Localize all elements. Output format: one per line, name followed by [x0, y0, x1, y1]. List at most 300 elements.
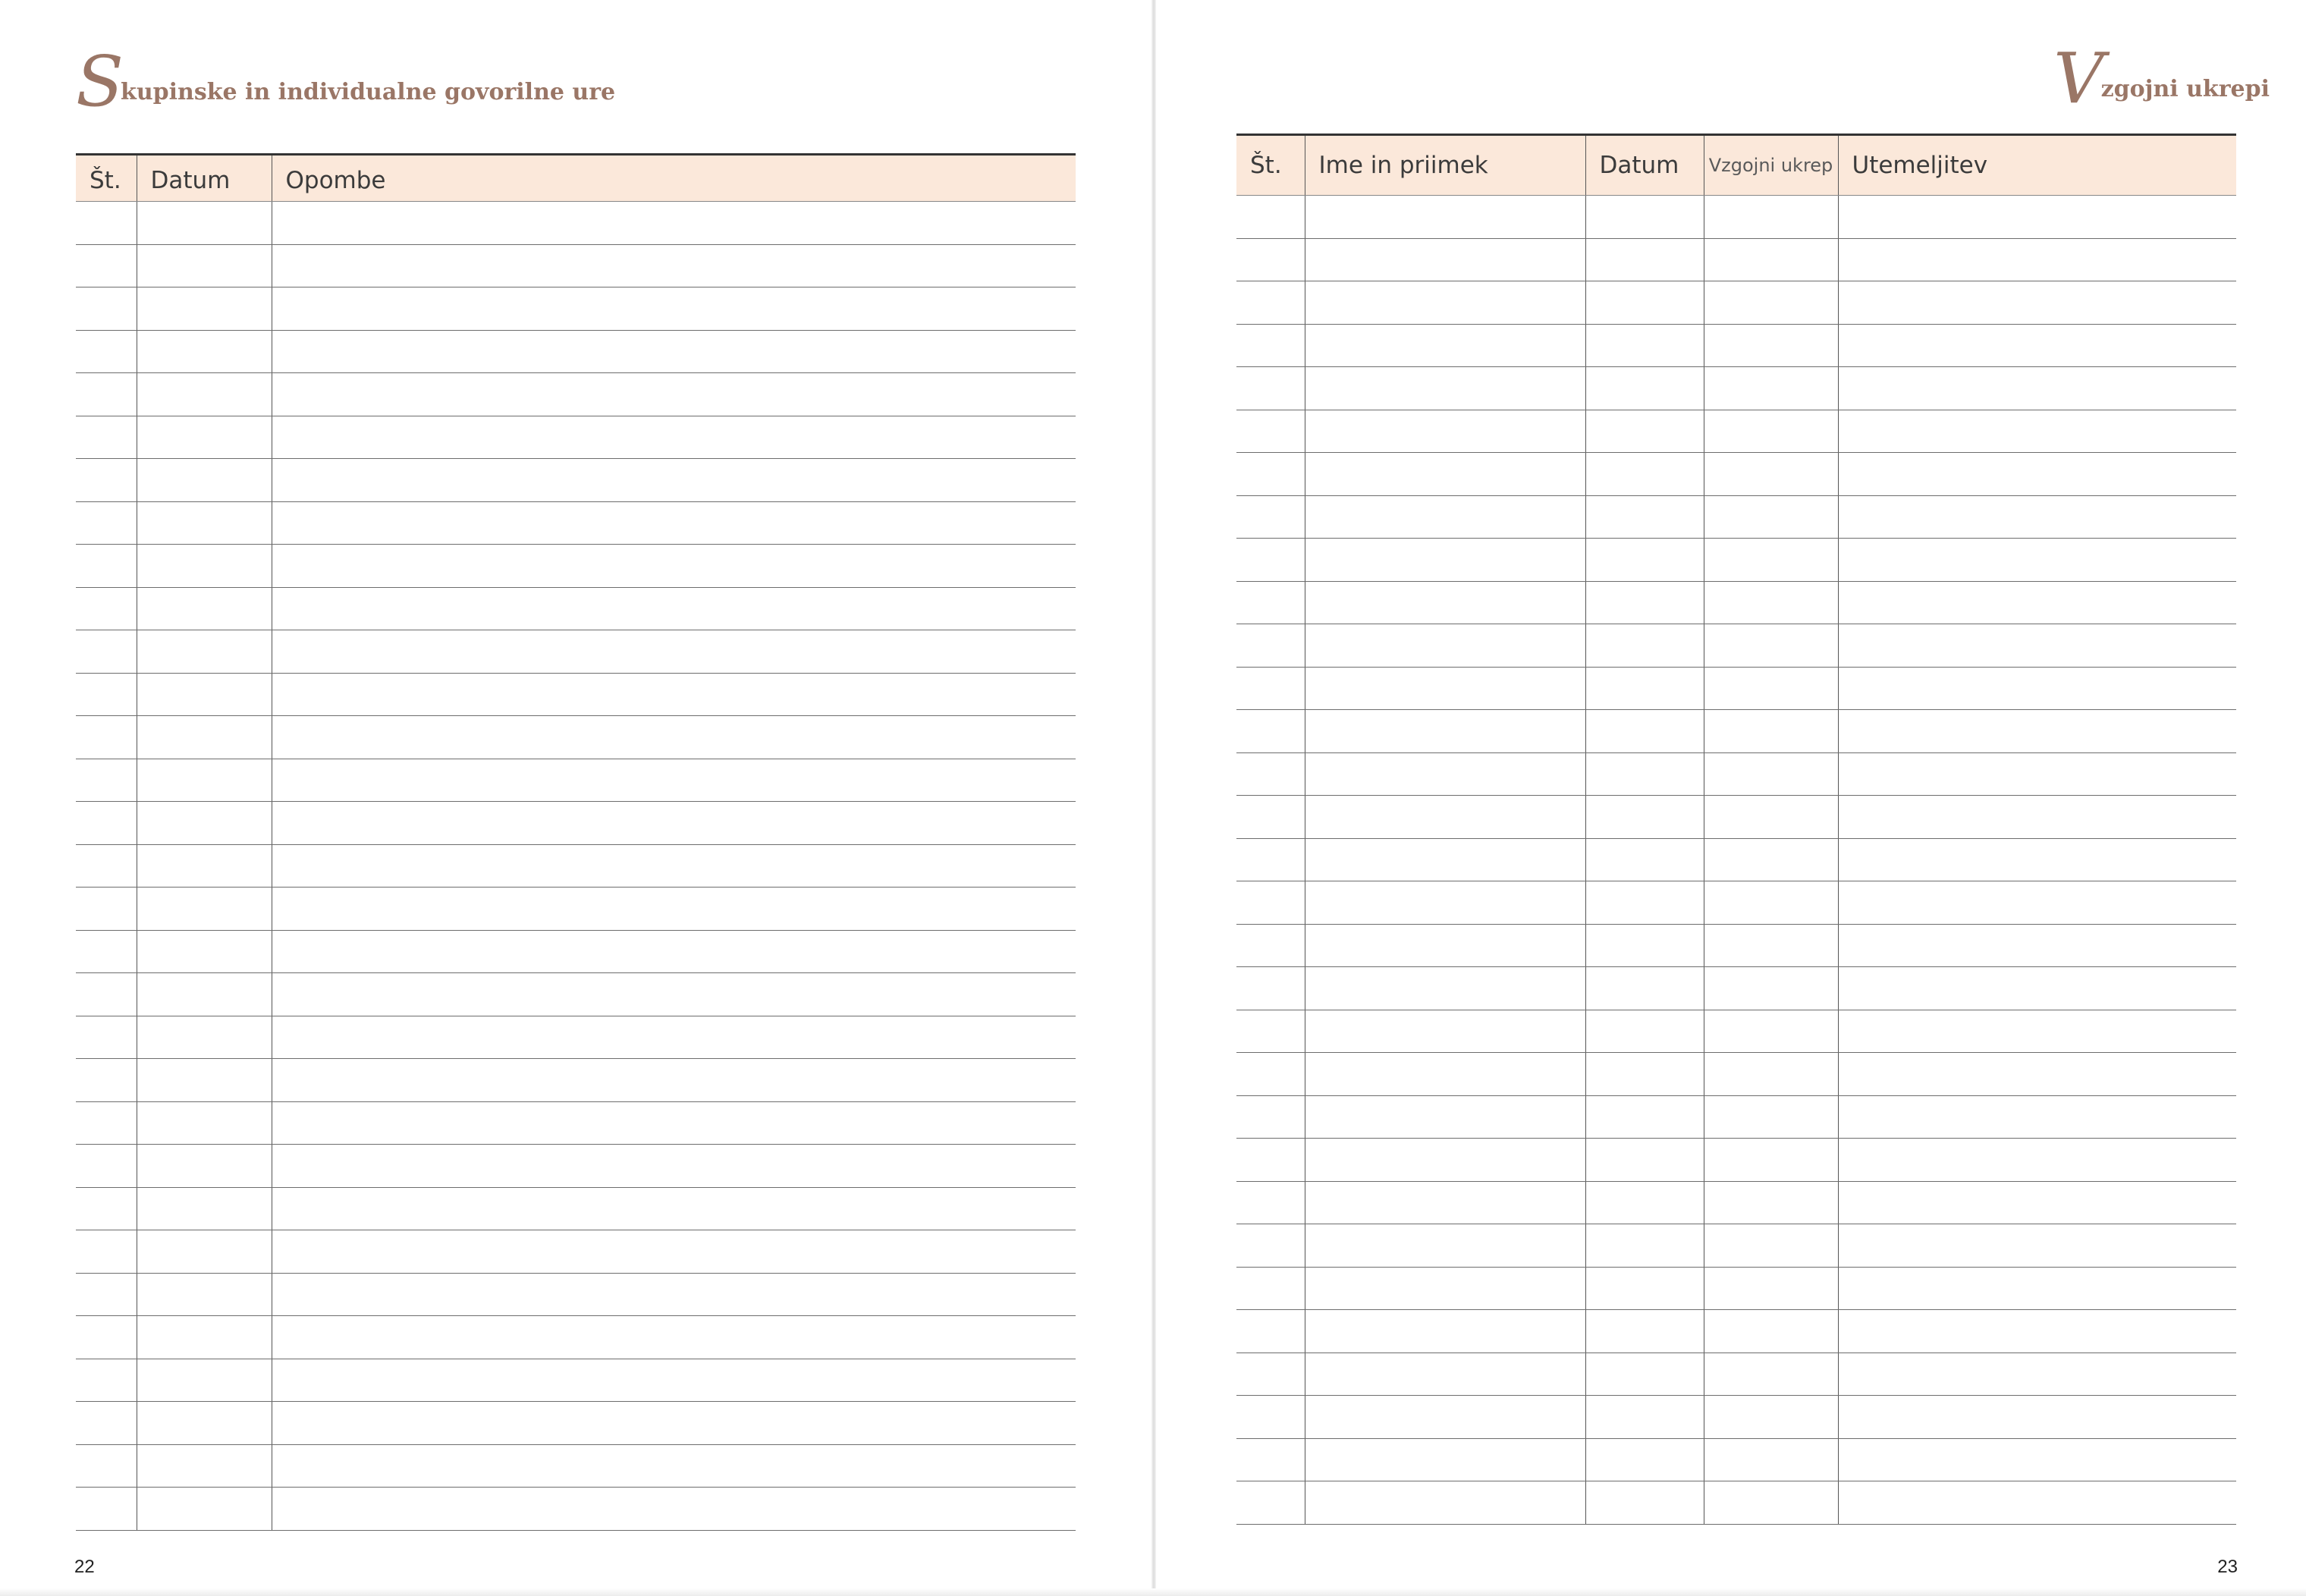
table-cell [1236, 1095, 1305, 1139]
table-cell [272, 630, 1076, 674]
table-cell [1585, 967, 1704, 1010]
table-cell [1236, 324, 1305, 367]
table-row [1236, 581, 2236, 624]
table-cell [137, 1016, 272, 1059]
table-cell [1704, 453, 1838, 496]
table-cell [1838, 539, 2236, 582]
table-row [76, 1059, 1076, 1102]
table-cell [137, 545, 272, 588]
column-header-date: Datum [137, 155, 272, 202]
table-cell [1704, 1481, 1838, 1525]
table-cell [1305, 1267, 1585, 1310]
table-cell [1704, 796, 1838, 839]
table-row [76, 1488, 1076, 1531]
table-row [76, 930, 1076, 973]
table-cell [137, 1402, 272, 1445]
table-cell [1704, 881, 1838, 925]
table-cell [76, 716, 137, 759]
table-cell [1838, 367, 2236, 410]
table-cell [272, 888, 1076, 931]
table-cell [1305, 1438, 1585, 1481]
right-title-initial: V [2053, 38, 2104, 119]
table-cell [1838, 324, 2236, 367]
table-cell [76, 802, 137, 845]
table-row [1236, 196, 2236, 239]
table-cell [1305, 410, 1585, 453]
table-cell [272, 459, 1076, 502]
table-cell [1305, 196, 1585, 239]
table-cell [1704, 752, 1838, 796]
table-cell [1305, 624, 1585, 668]
table-cell [1585, 1353, 1704, 1396]
table-cell [76, 1359, 137, 1402]
table-cell [137, 416, 272, 459]
table-cell [1585, 1267, 1704, 1310]
table-row [1236, 1353, 2236, 1396]
table-row [76, 501, 1076, 545]
table-cell [272, 501, 1076, 545]
table-header-row [1236, 135, 2236, 196]
right-page-title [2053, 38, 2270, 119]
table-cell [1305, 881, 1585, 925]
table-cell [272, 545, 1076, 588]
table-cell [1305, 453, 1585, 496]
table-row [1236, 1095, 2236, 1139]
table-cell [76, 759, 137, 802]
table-row [1236, 710, 2236, 753]
table-row [1236, 453, 2236, 496]
table-cell [1838, 1010, 2236, 1053]
table-cell [1585, 196, 1704, 239]
table-row [76, 1402, 1076, 1445]
table-cell [1305, 367, 1585, 410]
column-header-measure: Vzgojni ukrep [1704, 135, 1838, 196]
table-cell [272, 1488, 1076, 1531]
table-cell [76, 1316, 137, 1359]
table-cell [1704, 838, 1838, 881]
speaking-hours-table [76, 153, 1076, 1531]
table-cell [1236, 796, 1305, 839]
table-row [76, 244, 1076, 287]
table-cell [76, 501, 137, 545]
table-cell [76, 244, 137, 287]
table-cell [1838, 1396, 2236, 1439]
table-cell [1704, 495, 1838, 539]
table-cell [1838, 495, 2236, 539]
table-cell [1305, 752, 1585, 796]
table-row [76, 287, 1076, 331]
right-title-text: zgojni ukrepi [2100, 76, 2270, 102]
table-cell [137, 244, 272, 287]
table-cell [1305, 667, 1585, 710]
table-cell [1838, 196, 2236, 239]
table-cell [1585, 495, 1704, 539]
table-row [1236, 238, 2236, 281]
table-row [1236, 667, 2236, 710]
table-cell [1305, 838, 1585, 881]
table-row [1236, 1481, 2236, 1525]
table-cell [272, 1359, 1076, 1402]
table-cell [137, 673, 272, 716]
table-row [1236, 752, 2236, 796]
table-row [76, 973, 1076, 1016]
table-cell [137, 501, 272, 545]
table-cell [1305, 1053, 1585, 1096]
column-header-notes: Opombe [272, 155, 1076, 202]
table-cell [1585, 624, 1704, 668]
column-header-number: Št. [76, 155, 137, 202]
table-row [1236, 1267, 2236, 1310]
table-cell [1236, 581, 1305, 624]
table-cell [1236, 539, 1305, 582]
table-cell [137, 1488, 272, 1531]
table-cell [1236, 624, 1305, 668]
table-cell [1704, 410, 1838, 453]
table-row [76, 1016, 1076, 1059]
table-cell [76, 844, 137, 888]
table-cell [1704, 924, 1838, 967]
table-cell [1236, 196, 1305, 239]
table-cell [1236, 838, 1305, 881]
table-cell [1585, 1438, 1704, 1481]
table-cell [1236, 1267, 1305, 1310]
table-cell [1305, 1481, 1585, 1525]
table-cell [1305, 1396, 1585, 1439]
table-cell [1585, 838, 1704, 881]
table-cell [1838, 1139, 2236, 1182]
table-row [76, 459, 1076, 502]
table-cell [1585, 238, 1704, 281]
table-cell [1704, 367, 1838, 410]
table-cell [1236, 281, 1305, 325]
table-cell [1236, 1224, 1305, 1268]
table-cell [272, 802, 1076, 845]
table-cell [1585, 1396, 1704, 1439]
table-cell [1838, 410, 2236, 453]
table-cell [1236, 495, 1305, 539]
table-cell [137, 759, 272, 802]
table-cell [137, 844, 272, 888]
table-cell [1704, 196, 1838, 239]
table-cell [76, 1145, 137, 1188]
table-cell [1704, 1010, 1838, 1053]
table-row [76, 716, 1076, 759]
table-cell [1585, 367, 1704, 410]
left-title-initial: S [76, 41, 124, 122]
column-header-date: Datum [1585, 135, 1704, 196]
table-cell [272, 202, 1076, 245]
table-cell [1305, 539, 1585, 582]
table-cell [137, 716, 272, 759]
table-cell [1585, 1095, 1704, 1139]
table-cell [137, 1444, 272, 1488]
column-header-number: Št. [1236, 135, 1305, 196]
table-cell [1305, 238, 1585, 281]
table-cell [137, 373, 272, 416]
table-row [1236, 539, 2236, 582]
table-cell [1838, 967, 2236, 1010]
table-cell [1305, 1139, 1585, 1182]
table-cell [1704, 1139, 1838, 1182]
table-cell [1585, 1010, 1704, 1053]
table-cell [1585, 796, 1704, 839]
table-cell [1585, 710, 1704, 753]
table-cell [1838, 881, 2236, 925]
table-cell [1704, 1181, 1838, 1224]
table-cell [272, 1444, 1076, 1488]
table-cell [1585, 1139, 1704, 1182]
table-cell [1305, 1181, 1585, 1224]
table-row [1236, 624, 2236, 668]
table-row [76, 1316, 1076, 1359]
table-cell [1704, 281, 1838, 325]
table-cell [76, 587, 137, 630]
table-cell [137, 1101, 272, 1145]
table-row [1236, 1010, 2236, 1053]
table-cell [1305, 1353, 1585, 1396]
table-row [1236, 281, 2236, 325]
table-cell [1585, 453, 1704, 496]
table-cell [76, 1101, 137, 1145]
table-cell [272, 759, 1076, 802]
table-row [1236, 838, 2236, 881]
table-cell [272, 587, 1076, 630]
table-cell [1236, 238, 1305, 281]
table-row [76, 330, 1076, 373]
table-row [76, 373, 1076, 416]
table-cell [272, 716, 1076, 759]
table-cell [1838, 238, 2236, 281]
table-cell [1305, 1010, 1585, 1053]
table-cell [137, 802, 272, 845]
table-cell [137, 630, 272, 674]
table-cell [1585, 667, 1704, 710]
table-cell [137, 587, 272, 630]
table-cell [1236, 1438, 1305, 1481]
table-row [76, 1187, 1076, 1230]
table-cell [1704, 1310, 1838, 1353]
table-row [76, 802, 1076, 845]
table-cell [1236, 453, 1305, 496]
table-cell [1236, 1396, 1305, 1439]
table-cell [1305, 796, 1585, 839]
table-row [76, 759, 1076, 802]
table-cell [1704, 1353, 1838, 1396]
table-cell [137, 459, 272, 502]
table-cell [137, 1273, 272, 1316]
table-cell [1704, 1396, 1838, 1439]
table-cell [1838, 1267, 2236, 1310]
table-cell [1305, 924, 1585, 967]
educational-measures-table [1236, 134, 2236, 1525]
table-cell [1704, 324, 1838, 367]
table-cell [1585, 410, 1704, 453]
table-cell [1236, 1010, 1305, 1053]
table-cell [1305, 1095, 1585, 1139]
table-cell [272, 1145, 1076, 1188]
table-cell [1585, 924, 1704, 967]
table-row [76, 888, 1076, 931]
table-cell [1236, 1053, 1305, 1096]
table-cell [1236, 1481, 1305, 1525]
table-cell [1838, 710, 2236, 753]
table-row [1236, 881, 2236, 925]
table-cell [1838, 796, 2236, 839]
table-cell [1838, 667, 2236, 710]
table-cell [1585, 1181, 1704, 1224]
table-cell [1704, 1438, 1838, 1481]
table-cell [76, 416, 137, 459]
table-cell [137, 1145, 272, 1188]
page-bottom-shadow [0, 1588, 2306, 1596]
table-row [76, 1359, 1076, 1402]
table-cell [1838, 752, 2236, 796]
table-row [76, 545, 1076, 588]
table-cell [272, 1016, 1076, 1059]
table-cell [1838, 281, 2236, 325]
table-cell [1236, 1310, 1305, 1353]
page-number-left: 22 [74, 1557, 95, 1577]
table-cell [272, 1187, 1076, 1230]
table-row [76, 202, 1076, 245]
table-row [1236, 1438, 2236, 1481]
table-cell [1838, 624, 2236, 668]
table-cell [1305, 581, 1585, 624]
table-cell [272, 1230, 1076, 1274]
table-row [76, 587, 1076, 630]
table-row [1236, 924, 2236, 967]
table-cell [76, 888, 137, 931]
table-cell [1704, 624, 1838, 668]
table-cell [76, 1488, 137, 1531]
table-cell [272, 1101, 1076, 1145]
table-cell [1236, 1181, 1305, 1224]
table-cell [1838, 581, 2236, 624]
table-cell [76, 1016, 137, 1059]
table-cell [1236, 667, 1305, 710]
table-cell [137, 888, 272, 931]
table-row [76, 1273, 1076, 1316]
table-cell [1838, 1353, 2236, 1396]
table-cell [1585, 1481, 1704, 1525]
table-cell [272, 1316, 1076, 1359]
table-cell [272, 673, 1076, 716]
table-cell [272, 973, 1076, 1016]
table-cell [272, 373, 1076, 416]
table-cell [1236, 924, 1305, 967]
table-cell [1838, 1310, 2236, 1353]
table-cell [137, 330, 272, 373]
table-cell [1585, 752, 1704, 796]
table-cell [1236, 881, 1305, 925]
table-cell [137, 1059, 272, 1102]
table-cell [137, 1187, 272, 1230]
table-cell [1236, 752, 1305, 796]
table-cell [76, 1444, 137, 1488]
table-cell [1585, 281, 1704, 325]
table-cell [272, 1273, 1076, 1316]
page-number-right: 23 [2217, 1557, 2238, 1577]
table-row [76, 1444, 1076, 1488]
table-row [1236, 324, 2236, 367]
table-row [76, 1230, 1076, 1274]
table-cell [1305, 1310, 1585, 1353]
table-cell [76, 973, 137, 1016]
table-row [1236, 1396, 2236, 1439]
table-cell [76, 459, 137, 502]
table-cell [76, 330, 137, 373]
table-row [76, 1145, 1076, 1188]
table-cell [272, 416, 1076, 459]
table-cell [272, 930, 1076, 973]
table-row [1236, 1224, 2236, 1268]
table-header-row [76, 155, 1076, 202]
table-cell [137, 973, 272, 1016]
table-row [76, 673, 1076, 716]
table-cell [76, 202, 137, 245]
table-row [1236, 1139, 2236, 1182]
table-cell [272, 1402, 1076, 1445]
table-cell [76, 930, 137, 973]
table-row [76, 1101, 1076, 1145]
table-cell [76, 1402, 137, 1445]
table-cell [1704, 667, 1838, 710]
table-cell [272, 1059, 1076, 1102]
table-cell [137, 930, 272, 973]
table-cell [1236, 367, 1305, 410]
table-row [1236, 495, 2236, 539]
table-cell [1838, 453, 2236, 496]
table-cell [76, 673, 137, 716]
table-cell [1236, 1353, 1305, 1396]
table-cell [272, 287, 1076, 331]
table-row [1236, 1053, 2236, 1096]
table-cell [76, 373, 137, 416]
table-cell [1236, 710, 1305, 753]
table-cell [1838, 1095, 2236, 1139]
table-cell [1838, 838, 2236, 881]
table-cell [1704, 539, 1838, 582]
table-cell [1236, 410, 1305, 453]
table-cell [1838, 1053, 2236, 1096]
table-cell [137, 287, 272, 331]
table-row [1236, 1181, 2236, 1224]
table-cell [76, 287, 137, 331]
table-cell [1305, 710, 1585, 753]
table-cell [1585, 1053, 1704, 1096]
table-cell [1585, 539, 1704, 582]
table-row [76, 630, 1076, 674]
table-row [1236, 796, 2236, 839]
table-cell [137, 1316, 272, 1359]
table-cell [137, 1359, 272, 1402]
table-cell [1838, 1224, 2236, 1268]
table-cell [137, 1230, 272, 1274]
table-cell [1704, 967, 1838, 1010]
table-cell [1305, 495, 1585, 539]
table-cell [76, 1273, 137, 1316]
table-cell [1704, 238, 1838, 281]
table-row [76, 844, 1076, 888]
table-cell [1585, 1310, 1704, 1353]
table-cell [1838, 1438, 2236, 1481]
column-header-name: Ime in priimek [1305, 135, 1585, 196]
table-cell [1236, 1139, 1305, 1182]
table-row [1236, 967, 2236, 1010]
table-cell [76, 1230, 137, 1274]
table-row [76, 416, 1076, 459]
table-cell [1305, 281, 1585, 325]
